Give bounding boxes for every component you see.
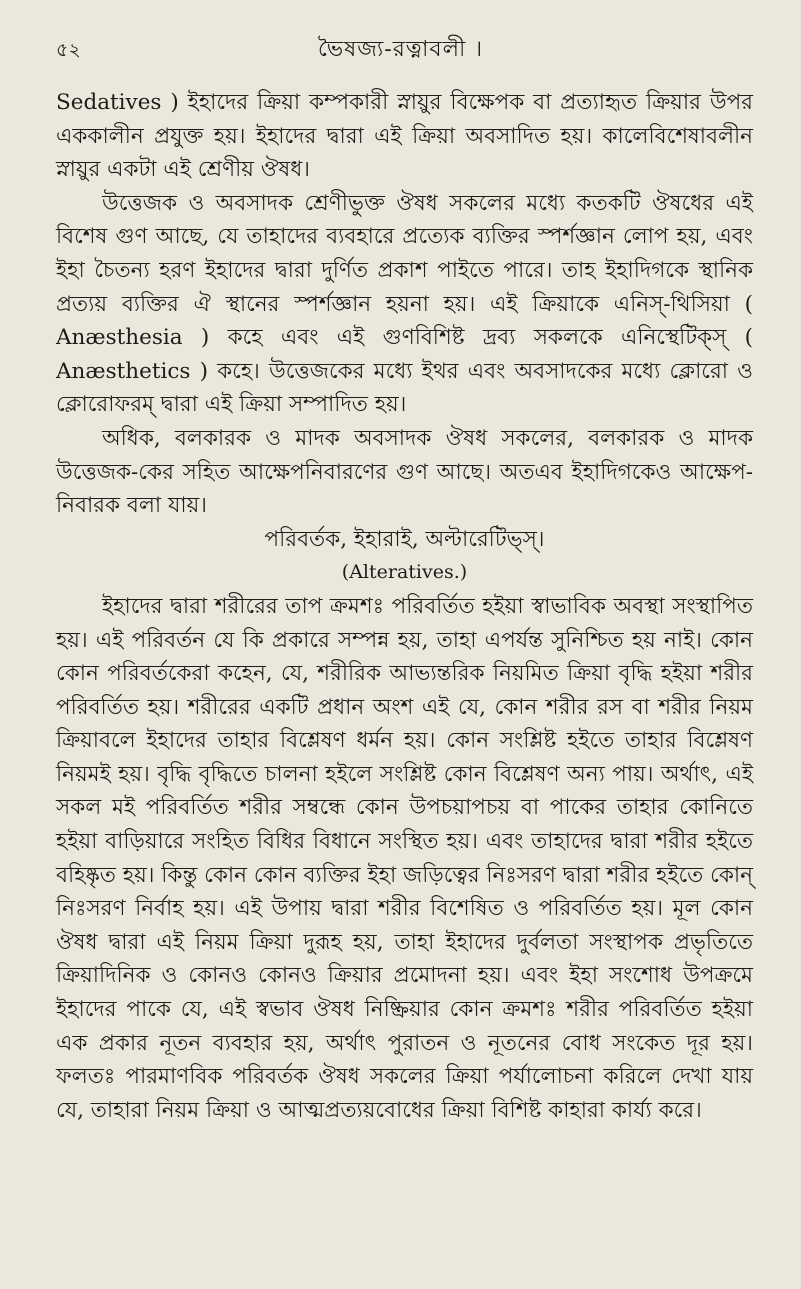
paragraph-alteratives: ইহাদের দ্বারা শরীরের তাপ ক্রমশঃ পরিবর্তিত হইয়া স্বাভাবিক অবস্থা সংস্থাপিত হয়। এই পরিবর্তন যে কি প্রকারে সম্পন্ন হয়, তাহা এপর্যন্ত সুনিশ্চিত হয় নাই। কোন কোন পরিবর্তকেরা কহেন, যে, শরীরিক আভ্যন্তরিক নিয়মিত ক্রিয়া বৃদ্ধি হইয়া শরীর পরিবর্তিত হয়। শরীরের একটি প্রধান অংশ এই যে, কোন শরীর রস বা শরীর নিয়ম ক্রিয়াবলে ইহাদের তাহার বিশ্লেষণ ধর্মন হয়। কোন সংশ্লিষ্ট হইতে তাহার বিশ্লেষণ নিয়মই হয়। বৃদ্ধি বৃদ্ধিতে চালনা হইলে সংশ্লিষ্ট কোন বিশ্লেষণ অন্য পায়। অর্থাৎ, এই সকল মই পরিবর্তিত শরীর সম্বন্ধে কোন উপচয়াপচয় বা পাকের তাহার কোনিতে হইয়া বাড়িয়ারে সংহিত বিধির বিধানে সংস্থিত হয়। এবং তাহাদের দ্বারা শরীর হইতে বহিষ্কৃত হয়। কিন্তু কোন কোন ব্যক্তির ইহা জড়িত্বের নিঃসরণ দ্বারা শরীর হইতে কোন্ নিঃসরণ নির্বাহ হয়। এই উপায় দ্বারা শরীর বিশেষিত ও পরিবর্তিত হয়। মূল কোন ঔষধ দ্বারা এই নিয়ম ক্রিয়া দুরূহ হয়, তাহা ইহাদের দুর্বলতা সংস্থাপক প্রভৃতিতে ক্রিয়াদিনিক ও কোনও কোনও ক্রিয়ার প্রমোদনা হয়। এবং ইহা সংশোধ উপক্রমে ইহাদের পাকে যে, এই স্বভাব ঔষধ নিষ্ক্রিয়ার কোন ক্রমশঃ শরীর পরিবর্তিত হইয়া এক প্রকার নূতন ব্যবহার হয়, অর্থাৎ পুরাতন ও নূতনের বোধ সংকেত দূর হয়। ফলতঃ পারমাণবিক পরিবর্তক ঔষধ সকলের ক্রিয়া পর্যালোচনা করিলে দেখা যায় যে, তাহারা নিয়ম ক্রিয়া ও আত্মপ্রত্যয়বোধের ক্রিয়া বিশিষ্ট কাহারা কার্য্য করে। — [56, 593, 753, 1123]
section-heading: পরিবর্তক, ইহারাই, অল্টারেটিভ্স্। — [264, 526, 545, 552]
section-subheading: (Alteratives.) — [341, 561, 468, 584]
paragraph-tonic-note: অধিক, বলকারক ও মাদক অবসাদক ঔষধ সকলের, বলকারক ও মাদক উত্তেজক-কের সহিত আক্ষেপনিবারণের গুণ আছে। অতএব ইহাদিগকেও আক্ষেপ-নিবারক বলা যায়। — [56, 425, 753, 519]
paragraph-sedatives: Sedatives ) ইহাদের ক্রিয়া কম্পকারী স্নায়ুর বিক্ষেপক বা প্রত্যাহৃত ক্রিয়ার উপর এককালীন প্রযুক্ত হয়। ইহাদের দ্বারা এই ক্রিয়া অবসাদিত হয়। কালেবিশেষাবলীন স্নায়ুর একটা এই শ্রেণীয় ঔষধ। — [56, 90, 753, 183]
running-title: ভৈষজ্য-রত্নাবলী । — [317, 37, 484, 62]
page-body — [56, 86, 753, 1127]
page-number: ৫২ — [56, 39, 81, 61]
page-header — [56, 30, 745, 70]
paragraph-anaesthetics: উত্তেজক ও অবসাদক শ্রেণীভুক্ত ঔষধ সকলের মধ্যে কতকটি ঔষধের এই বিশেষ গুণ আছে, যে তাহাদের ব্যবহারে প্রত্যেক ব্যক্তির স্পর্শজ্ঞান লোপ হয়, এবং ইহা চৈতন্য হরণ ইহাদের দ্বারা দুর্ণিত প্রকাশ পাইতে পারে। তাহ ইহাদিগকে স্থানিক প্রত্যয় ব্যক্তির ঐ স্থানের স্পর্শজ্ঞান হয়না হয়। এই ক্রিয়াকে এনিস্-থিসিয়া ( Anæsthesia ) কহে এবং এই গুণবিশিষ্ট দ্রব্য সকলকে এনিস্থেটিক্স্ ( Anæsthetics ) কহে। উত্তেজকের মধ্যে ইথর এবং অবসাদকের মধ্যে ক্লোরো ও ক্লোরোফরম্ দ্বারা এই ক্রিয়া সম্পাদিত হয়। — [56, 190, 753, 418]
